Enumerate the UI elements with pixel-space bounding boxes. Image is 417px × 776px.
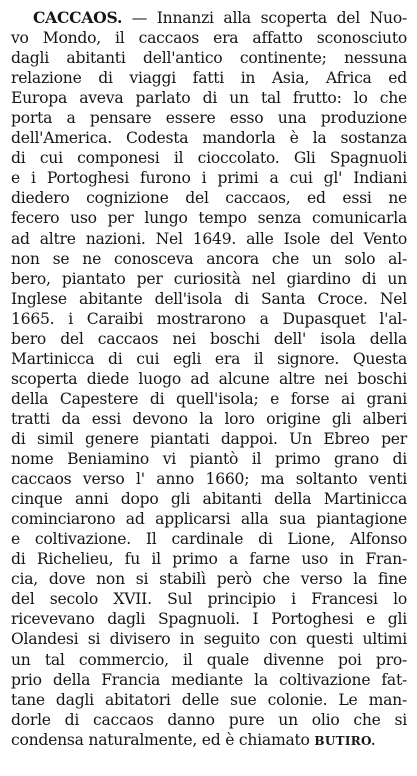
text-line: relazione di viaggi fatti in Asia, Africa ed — [11, 69, 407, 88]
text-line: cia, dove non si stabilì però che verso la fine — [11, 570, 407, 589]
text-line: non se ne conosceva ancora che un solo al- — [11, 249, 407, 268]
text-line: dorle di caccaos danno pure un olio che si — [11, 710, 407, 729]
text-line — [11, 730, 407, 751]
text-line: del secolo XVII. Sul principio i Francesi lo — [11, 590, 407, 609]
text-line: un tal commercio, il quale divenne poi pro- — [11, 650, 407, 669]
text-line: bero del caccaos nei boschi dell' isola della — [11, 329, 407, 348]
text-line — [11, 8, 407, 28]
text-line: Olandesi si divisero in seguito con questi ultimi — [11, 630, 407, 649]
text-line: e coltivazione. Il cardinale di Lione, Alfonso — [11, 530, 407, 549]
text-line: ad altre nazioni. Nel 1649. alle Isole del Vento — [11, 229, 407, 248]
text-line: della Capestere di quell'isola; e forse ai grani — [11, 389, 407, 408]
text-line: prio della Francia mediante la coltivazione fat- — [11, 670, 407, 689]
text-line: ricevevano dagli Spagnuoli. I Portoghesi e gli — [11, 610, 407, 629]
text-line-content: — Innanzi alla scoperta del Nuo- — [122, 9, 407, 27]
entry-headword: CACCAOS. — [33, 8, 123, 27]
text-line: Europa aveva parlato di un tal frutto: lo che — [11, 89, 407, 108]
text-line: dell'America. Codesta mandorla è la sostanza — [11, 129, 407, 148]
text-line: nome Beniamino vi piantò il primo grano di — [11, 450, 407, 469]
text-line: caccaos verso l' anno 1660; ma soltanto venti — [11, 470, 407, 489]
text-line: scoperta diede luogo ad alcune altre nei boschi — [11, 369, 407, 388]
text-line: e i Portoghesi furono i primi a cui gl' Indiani — [11, 169, 407, 188]
text-line: dagli abitanti dell'antico continente; nessuna — [11, 49, 407, 68]
text-line: porta a pensare essere esso una produzione — [11, 109, 407, 128]
final-word-smallcaps: BUTIRO. — [314, 733, 376, 748]
text-line: vo Mondo, il caccaos era affatto sconosciuto — [11, 29, 407, 48]
text-line: 1665. i Caraibi mostrarono a Dupasquet l'al- — [11, 309, 407, 328]
text-line: Martinicca di cui egli era il signore. Questa — [11, 349, 407, 368]
text-line: bero, piantato per curiosità nel giardino di un — [11, 269, 407, 288]
text-line: diedero cognizione del caccaos, ed essi ne — [11, 189, 407, 208]
text-line: di cui componesi il cioccolato. Gli Spagnuoli — [11, 149, 407, 168]
text-line: tane dagli abitatori delle sue colonie. Le man- — [11, 690, 407, 709]
text-line: tratti da essi devono la loro origine gli alberi — [11, 409, 407, 428]
text-line: cinque anni dopo gli abitanti della Martinicca — [11, 490, 407, 509]
text-line: di Richelieu, fu il primo a farne uso in Fran- — [11, 550, 407, 569]
text-line: cominciarono ad applicarsi alla sua piantagione — [11, 510, 407, 529]
text-line-content: condensa naturalmente, ed è chiamato — [11, 730, 315, 749]
entry-caccaos — [11, 8, 407, 751]
text-line: Inglese abitante dell'isola di Santa Croce. Nel — [11, 289, 407, 308]
text-line: fecero uso per lungo tempo senza comunicarla — [11, 209, 407, 228]
text-line: di simil genere piantati dappoi. Un Ebreo per — [11, 429, 407, 448]
